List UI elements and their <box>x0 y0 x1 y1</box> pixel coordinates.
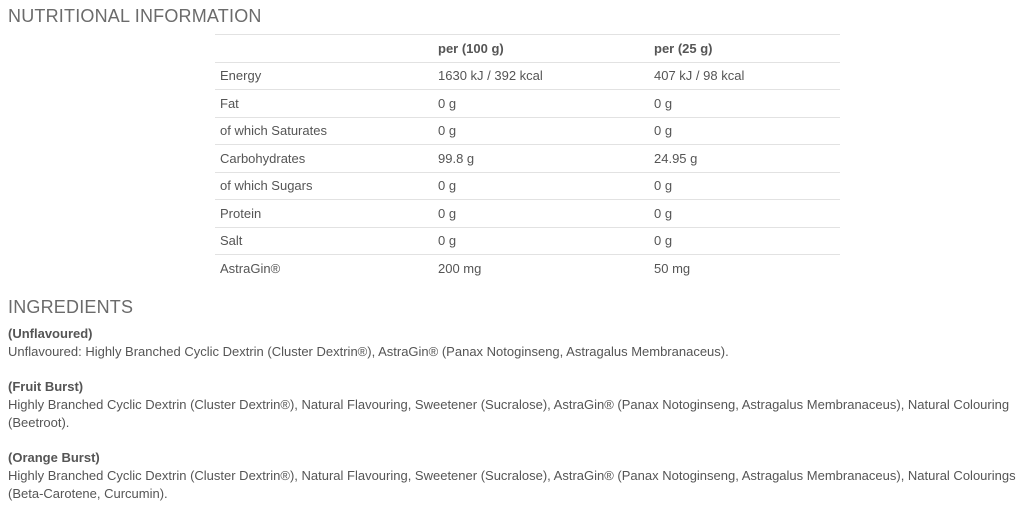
table-row <box>215 200 840 228</box>
flavour-label: (Unflavoured) <box>8 326 93 341</box>
value-per-100g: 0 g <box>433 200 649 228</box>
nutrient-name: AstraGin® <box>215 255 433 282</box>
nutrient-name: Salt <box>215 227 433 255</box>
value-per-25g: 0 g <box>649 117 840 145</box>
table-row <box>215 117 840 145</box>
nutrient-name: Protein <box>215 200 433 228</box>
value-per-25g: 0 g <box>649 90 840 118</box>
ingredient-text: Highly Branched Cyclic Dextrin (Cluster Dextrin®), Natural Flavouring, Sweetener (Sucralose), AstraGin® (Panax Notoginseng, Astragalus Membranaceus), Natural Colouring (Beetroot). <box>8 397 1010 430</box>
value-per-25g: 0 g <box>649 227 840 255</box>
nutrition-table <box>215 34 840 282</box>
value-per-100g: 0 g <box>433 172 649 200</box>
nutrient-name: Energy <box>215 62 433 90</box>
value-per-25g: 50 mg <box>649 255 840 282</box>
value-per-25g: 0 g <box>649 200 840 228</box>
nutritional-information-heading: NUTRITIONAL INFORMATION <box>8 6 262 26</box>
value-per-25g: 24.95 g <box>649 145 840 173</box>
value-per-100g: 0 g <box>433 117 649 145</box>
table-row <box>215 62 840 90</box>
ingredients-heading: INGREDIENTS <box>8 297 134 317</box>
nutrient-name: Carbohydrates <box>215 145 433 173</box>
value-per-25g: 0 g <box>649 172 840 200</box>
header-nutrient <box>215 35 433 63</box>
table-row <box>215 145 840 173</box>
nutrient-name: of which Sugars <box>215 172 433 200</box>
value-per-100g: 200 mg <box>433 255 649 282</box>
value-per-100g: 1630 kJ / 392 kcal <box>433 62 649 90</box>
ingredient-text: Unflavoured: Highly Branched Cyclic Dextrin (Cluster Dextrin®), AstraGin® (Panax Notoginseng, Astragalus Membranaceus). <box>8 344 729 359</box>
ingredients-list <box>8 325 1020 520</box>
nutrient-name: Fat <box>215 90 433 118</box>
value-per-100g: 0 g <box>433 227 649 255</box>
table-row <box>215 227 840 255</box>
value-per-100g: 99.8 g <box>433 145 649 173</box>
flavour-label: (Orange Burst) <box>8 450 100 465</box>
table-row <box>215 255 840 282</box>
table-row <box>215 172 840 200</box>
value-per-25g: 407 kJ / 98 kcal <box>649 62 840 90</box>
ingredient-block-fruit-burst <box>8 378 1020 432</box>
ingredient-block-orange-burst <box>8 449 1020 503</box>
ingredient-block-unflavoured <box>8 325 1020 361</box>
nutrient-name: of which Saturates <box>215 117 433 145</box>
flavour-label: (Fruit Burst) <box>8 379 84 394</box>
value-per-100g: 0 g <box>433 90 649 118</box>
ingredient-text: Highly Branched Cyclic Dextrin (Cluster Dextrin®), Natural Flavouring, Sweetener (Sucralose), AstraGin® (Panax Notoginseng, Astragalus Membranaceus), Natural Colourings (Beta-Carotene, Curcumin). <box>8 468 1016 501</box>
nutrition-header-row <box>215 35 840 63</box>
table-row <box>215 90 840 118</box>
header-per-100g: per (100 g) <box>433 35 649 63</box>
header-per-25g: per (25 g) <box>649 35 840 63</box>
